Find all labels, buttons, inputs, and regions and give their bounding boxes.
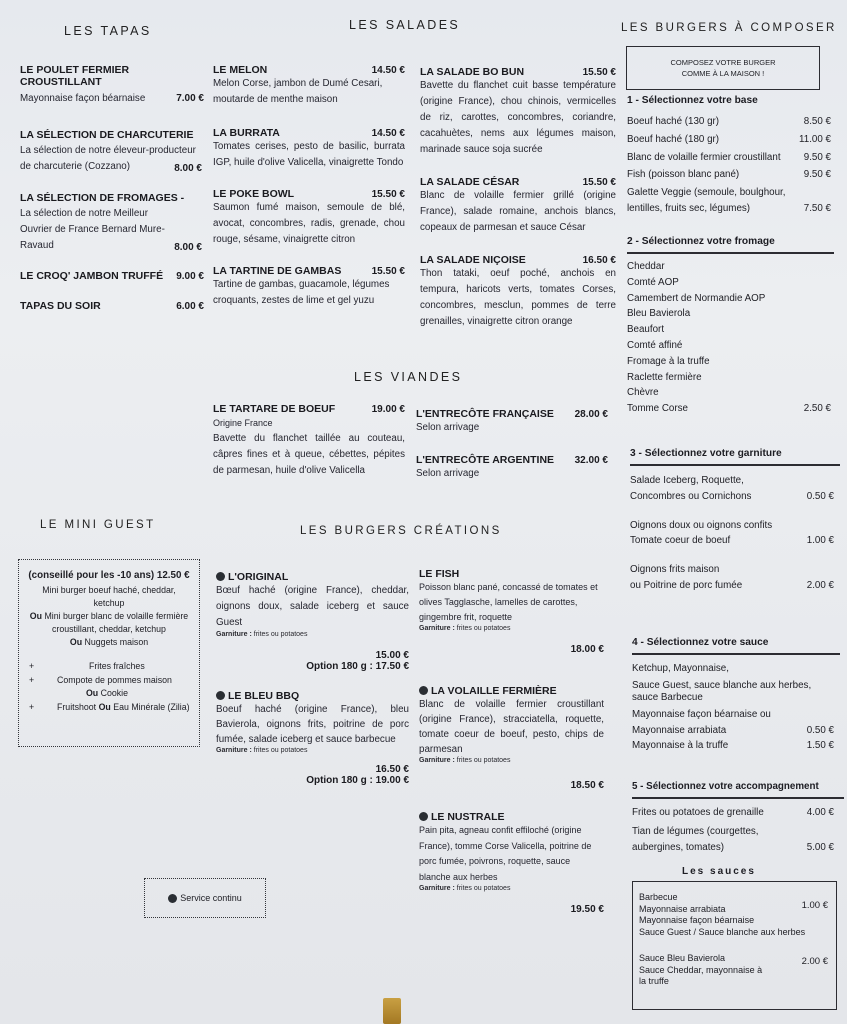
tapas-item [20,64,204,107]
viande-tartare [213,403,405,479]
bullet-icon [419,686,428,695]
bullet-icon [216,572,225,581]
item-desc: Blanc de volaille fermier croustillant (origine France), stracciatella, roquette, tomate coeur de boeuf, pesto, chips de parmesan [419,699,604,755]
item-origin: Origine France [213,418,273,428]
item-price: 15.50 € [582,67,616,78]
salades-col2 [420,66,616,330]
item-name: L'ENTRECÔTE ARGENTINE [416,454,555,466]
item-name: LE POKE BOWL [213,188,295,200]
or-word: Ou [29,611,42,621]
compose-step-3 [630,448,840,594]
item-desc: Selon arrivage [416,468,480,479]
item-price: 9.50 € [803,151,831,163]
bullet-icon [419,812,428,821]
item-name: Fish (poisson blanc pané) [627,169,740,181]
item-name: LE NUSTRALE [431,811,505,823]
item-desc: La sélection de notre éleveur-producteur de charcuterie (Cozzano) [20,145,196,172]
item-price: 1.50 € [806,740,834,752]
sauce-line: Sauce Guest / Sauce blanche aux herbes [639,926,806,937]
item-price: 32.00 € [574,455,608,466]
tapas-item [20,192,204,254]
plus-sign: + [29,674,35,685]
burgers-compose-header: LES BURGERS À COMPOSER [621,22,837,34]
item-desc: Boeuf haché (origine France), bleu Bavierola, oignons frits, poitrine de porc fumée, salade iceberg et sauce barbecue [216,704,409,745]
burger-original [216,571,409,672]
sauce-line: Barbecue [639,892,678,902]
fromage-list [627,259,834,417]
item-desc: Thon tataki, oeuf poché, anchois en tempura, haricots verts, tomates Corses, concombres, mesclun, pommes de terre grenailles, vinaigrette citron orange [420,268,616,327]
salade-item [213,64,405,108]
item-price: 4.00 € [806,807,834,818]
fromage-item: Comté AOP [627,276,679,288]
item-name: LE TARTARE DE BOEUF [213,403,336,415]
salade-item [420,176,616,236]
item-desc: Tartine de gambas, guacamole, légumes croquants, zestes de lime et gel yuzu [213,279,390,306]
item-price: 16.50 € [375,764,409,775]
item-name: Galette Veggie (semoule, boulghour, lentilles, fruits sec, légumes) [627,187,786,214]
step-title: 4 - Sélectionnez votre sauce [632,637,840,655]
sauce-line: Sauce Cheddar, mayonnaise à la truffe [639,964,763,986]
or-word: Ou [69,637,83,647]
item-price: 1.00 € [801,900,828,911]
item-price: 1.00 € [806,535,834,547]
salades-col1 [213,64,405,309]
sauces-title: Les sauces [682,866,756,877]
tapas-item [20,129,204,175]
step-title: 5 - Sélectionnez votre accompagnement [632,781,844,799]
garniture-text: frites ou potatoes [456,885,511,892]
burger-bleu-bbq [216,690,409,786]
mini-guest-option-3: Nuggets maison [84,637,149,647]
garniture-text: frites ou potatoes [253,747,308,754]
salades-header: LES SALADES [349,18,461,32]
bullet-icon [168,894,177,903]
item-price: 7.50 € [803,202,831,214]
step-title: 3 - Sélectionnez votre garniture [630,448,840,466]
item-desc: Tomates cerises, pesto de basilic, burrata IGP, huile d'olive Valicella, vinaigrette Tondo [213,141,405,168]
sauce-item: Sauce Guest, sauce blanche aux herbes, sauce Barbecue [632,679,812,703]
base-item [627,114,831,130]
item-name: LA SALADE NIÇOISE [420,254,526,266]
item-desc: Selon arrivage [416,422,480,433]
garniture-item: Oignons doux ou oignons confits [630,519,773,531]
item-price: 19.00 € [371,404,405,415]
mini-guest-cookie: Cookie [100,688,129,698]
viandes-header: LES VIANDES [354,370,463,384]
item-name: Boeuf haché (180 gr) [627,133,720,145]
item-name: L'ORIGINAL [228,571,289,583]
fromage-item: Tomme Corse [627,403,688,415]
garniture-list [630,473,840,594]
mini-guest-option-1: Mini burger boeuf haché, cheddar, ketchup [42,585,176,608]
mini-guest-option-2: Mini burger blanc de volaille fermière croustillant, cheddar, ketchup [44,611,189,634]
sauce-line: Mayonnaise façon béarnaise [639,915,755,925]
item-price: 16.50 € [582,255,616,266]
item-price: 8.00 € [174,242,202,253]
item-desc: Poisson blanc pané, concassé de tomates et olives Tagglasche, lamelles de carottes, gingembre frit, roquette [419,582,598,622]
item-desc: Blanc de volaille fermier grillé (origine France), salade romaine, anchois blancs, copeaux de parmesan et sauce César [420,190,616,233]
sauce-item: Mayonnaise arrabiata [632,724,727,736]
item-desc: Bavette du flanchet cuit basse température (origine France), chou chinois, vermicelles de riz, carottes, concombres, coriandre, cacahuètes, nems aux légumes maison, marinade sauce soja sucrée [420,80,616,155]
item-price: 8.50 € [803,116,831,127]
item-option: Option 180 g : 17.50 € [306,661,409,672]
item-price: 15.50 € [371,189,405,200]
fromage-item: Beaufort [627,324,665,336]
burger-fish [419,568,604,655]
item-desc: Bœuf haché (origine France), cheddar, oignons doux, salade iceberg et sauce Guest [216,585,409,628]
compose-step-1 [627,95,831,217]
item-name: LE BLEU BBQ [228,690,300,702]
base-item [627,132,831,148]
accompagnement-item: Frites ou potatoes de grenaille [632,807,764,818]
garniture-item: ou Poitrine de porc fumée [630,579,743,591]
service-text: Service continu [180,893,242,903]
fromage-item: Comté affiné [627,339,683,351]
mini-guest-frites: Frites fraîches [89,661,145,671]
plus-sign: + [29,661,35,671]
item-price: 11.00 € [799,133,831,145]
or-word: Ou [85,688,99,698]
base-item [627,150,831,166]
garniture-item: Salade Iceberg, Roquette, Concombres ou Cornichons [630,475,752,502]
item-name: LA SÉLECTION DE FROMAGES - [20,192,185,204]
fromage-item: Cheddar [627,261,665,272]
tapas-header: LES TAPAS [64,24,152,38]
sauce-item: Ketchup, Mayonnaise, [632,663,729,674]
item-name: LA SÉLECTION DE CHARCUTERIE [20,129,194,141]
item-name: LE FISH [419,568,460,580]
sauce-line: Mayonnaise arrabiata [639,903,726,914]
item-name: LA VOLAILLE FERMIÈRE [431,685,557,697]
item-price: 8.00 € [174,163,202,174]
sauce-list [632,661,840,754]
mini-guest-header: LE MINI GUEST [40,519,156,531]
garniture-text: frites ou potatoes [456,625,511,632]
service-box [144,878,266,918]
base-item [627,167,831,183]
item-desc: Mayonnaise façon béarnaise [20,93,146,104]
fromage-item: Bleu Bavierola [627,308,691,320]
item-price: 2.00 € [801,956,828,967]
salade-item [420,66,616,158]
step-title: 1 - Sélectionnez votre base [627,95,758,106]
or-word: Ou [98,701,111,712]
garniture-text: frites ou potatoes [253,631,308,638]
item-option: Option 180 g : 19.00 € [306,775,409,786]
item-desc: La sélection de notre Meilleur Ouvrier de France Bernard Mure-Ravaud [20,208,165,251]
mini-guest-title: (conseillé pour les -10 ans) 12.50 € [28,570,190,581]
fromage-item: Camembert de Normandie AOP [627,292,766,304]
sauce-item: Mayonnaise à la truffe [632,740,729,752]
accompagnement-list [632,805,844,855]
item-price: 5.00 € [806,841,834,853]
garniture-label: Garniture : [419,625,455,632]
item-price: 0.50 € [806,724,834,736]
tapas-item [20,300,204,312]
item-name: LE CROQ' JAMBON TRUFFÉ [20,270,164,282]
accompagnement-item: Tian de légumes (courgettes, aubergines, tomates) [632,825,759,853]
plus-sign: + [29,701,35,712]
item-price: 2.50 € [803,403,831,415]
item-price: 15.00 € [375,650,409,661]
burgers-creations-header: LES BURGERS CRÉATIONS [300,525,502,537]
compose-step-4 [632,637,840,754]
item-price: 19.50 € [570,904,604,915]
base-item [627,185,831,217]
tapas-item [20,270,204,282]
garniture-text: frites ou potatoes [456,757,511,764]
base-list [627,114,831,217]
item-price: 0.50 € [806,490,834,502]
item-name: Boeuf haché (130 gr) [627,116,720,127]
sauce-item: Mayonnaise façon béarnaise ou [632,708,771,720]
item-price: 18.00 € [570,644,604,655]
mini-guest-drink-1: Fruitshoot [57,701,97,712]
item-name: LE MELON [213,64,268,76]
fromage-item: Chèvre [627,387,659,399]
sauce-line: Sauce Bleu Bavierola [639,953,726,963]
item-price: 28.00 € [574,409,608,420]
item-name: LA SALADE BO BUN [420,66,525,78]
item-desc: Saumon fumé maison, semoule de blé, avocat, concombres, radis, grenade, chou rouge, sésame, vinaigrette citron [213,202,405,245]
item-name: Blanc de volaille fermier croustillant [627,151,781,163]
viande-francaise [416,408,608,436]
item-name: LA SALADE CÉSAR [420,176,520,188]
item-price: 2.00 € [806,579,834,591]
item-price: 15.50 € [371,266,405,277]
garniture-label: Garniture : [216,631,252,638]
garniture-item: Oignons frits maison [630,564,720,576]
mini-guest-compote: Compote de pommes maison [57,674,172,685]
item-price: 15.50 € [582,177,616,188]
mini-guest-box [18,559,200,747]
item-price: 14.50 € [371,128,405,139]
salade-item [213,188,405,248]
compose-step-5 [632,781,844,855]
compose-box-text: COMPOSEZ VOTRE BURGER COMME À LA MAISON ! [670,58,776,78]
garniture-label: Garniture : [419,885,455,892]
burger-nustrale [419,811,604,915]
lamp-base [383,998,401,1024]
mini-guest-drink-2: Eau Minérale (Zilia) [113,701,190,712]
step-title: 2 - Sélectionnez votre fromage [627,236,834,254]
compose-box [626,46,820,90]
sauces-box [632,881,837,1010]
item-name: LE POULET FERMIER CROUSTILLANT [20,64,130,88]
garniture-label: Garniture : [216,747,252,754]
item-price: 9.50 € [803,169,831,181]
fromage-item: Fromage à la truffe [627,355,710,367]
fromage-item: Raclette fermière [627,371,702,383]
item-desc: Pain pita, agneau confit effiloché (origine France), tomme Corse Valicella, poitrine de porc fumée, poivrons, roquette, sauce blanche aux herbes [419,825,592,882]
compose-step-2 [627,236,834,417]
salade-item [420,254,616,330]
salade-item [213,265,405,309]
item-name: LA TARTINE DE GAMBAS [213,265,342,277]
tapas-list [20,64,204,312]
item-price: 9.00 € [176,271,204,282]
item-name: L'ENTRECÔTE FRANÇAISE [416,408,554,420]
item-price: 18.50 € [570,780,604,791]
item-name: TAPAS DU SOIR [20,300,101,312]
salade-item [213,127,405,171]
item-price: 7.00 € [176,93,204,104]
garniture-item: Tomate coeur de boeuf [630,535,731,547]
garniture-label: Garniture : [419,757,455,764]
item-price: 6.00 € [176,301,204,312]
bullet-icon [216,691,225,700]
item-desc: Melon Corse, jambon de Dumé Cesari, moutarde de menthe maison [213,78,383,105]
burger-volaille [419,685,604,791]
item-name: LA BURRATA [213,127,280,139]
viande-argentine [416,454,608,482]
item-price: 14.50 € [371,65,405,76]
item-desc: Bavette du flanchet taillée au couteau, câpres fines et à queue, cébettes, pépites de parmesan, huile d'olive Valicella [213,433,405,476]
